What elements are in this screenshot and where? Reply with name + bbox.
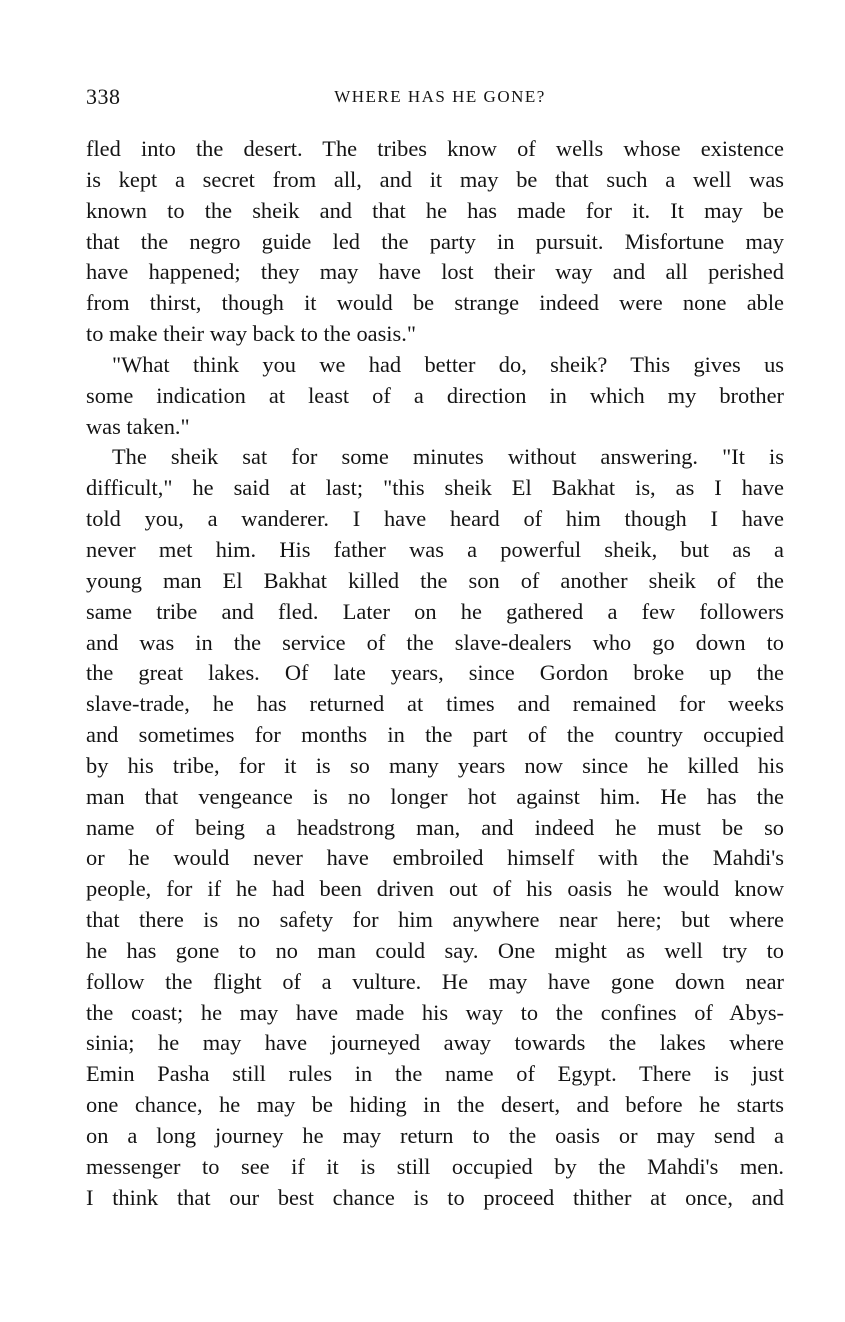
text-line: told you, a wanderer. I have heard of him though I have xyxy=(86,506,784,532)
text-line: slave-trade, he has returned at times and remained for weeks xyxy=(86,691,784,717)
text-line: from thirst, though it would be strange indeed were none able xyxy=(86,290,784,316)
running-head: WHERE HAS HE GONE? xyxy=(334,87,546,106)
text-line: some indication at least of a direction in which my brother xyxy=(86,382,784,408)
text-line: people, for if he had been driven out of his oasis he would know xyxy=(86,876,784,902)
body-text xyxy=(86,134,784,1214)
text-line: by his tribe, for it is so many years now since he killed his xyxy=(86,752,784,778)
text-line: the great lakes. Of late years, since Gordon broke up the xyxy=(86,660,784,686)
text-line: one chance, he may be hiding in the desert, and before he starts xyxy=(86,1092,784,1118)
text-line: sinia; he may have journeyed away towards the lakes where xyxy=(86,1030,784,1056)
text-line: that the negro guide led the party in pursuit. Misfortune may xyxy=(86,228,784,254)
page-header xyxy=(86,84,784,114)
text-line: difficult," he said at last; "this sheik El Bakhat is, as I have xyxy=(86,475,784,501)
text-line: and was in the service of the slave-dealers who go down to xyxy=(86,629,784,655)
text-line: The sheik sat for some minutes without answering. "It is xyxy=(112,444,784,470)
text-line: he has gone to no man could say. One might as well try to xyxy=(86,937,784,963)
text-line: known to the sheik and that he has made for it. It may be xyxy=(86,197,784,223)
page-number: 338 xyxy=(86,84,121,109)
text-line: to make their way back to the oasis." xyxy=(86,321,416,347)
text-line: was taken." xyxy=(86,413,190,439)
text-line: I think that our best chance is to proceed thither at once, and xyxy=(86,1184,784,1210)
text-line: on a long journey he may return to the oasis or may send a xyxy=(86,1123,784,1148)
text-line: have happened; they may have lost their way and all perished xyxy=(86,259,784,285)
text-line: "What think you we had better do, sheik? This gives us xyxy=(112,351,784,377)
text-line: that there is no safety for him anywhere near here; but where xyxy=(86,907,784,933)
text-line: name of being a headstrong man, and indeed he must be so xyxy=(86,814,784,840)
text-line: and sometimes for months in the part of the country occupied xyxy=(86,722,784,748)
text-line: never met him. His father was a powerful sheik, but as a xyxy=(86,536,784,562)
text-line: follow the flight of a vulture. He may have gone down near xyxy=(86,968,784,994)
text-line: Emin Pasha still rules in the name of Egypt. There is just xyxy=(86,1061,784,1087)
text-line: or he would never have embroiled himself with the Mahdi's xyxy=(86,845,784,871)
text-line: fled into the desert. The tribes know of wells whose existence xyxy=(86,136,784,161)
text-line: messenger to see if it is still occupied by the Mahdi's men. xyxy=(86,1153,784,1179)
text-line: is kept a secret from all, and it may be that such a well was xyxy=(86,166,784,192)
text-line: young man El Bakhat killed the son of another sheik of the xyxy=(86,567,784,593)
text-line: the coast; he may have made his way to the confines of Abys- xyxy=(86,999,784,1025)
text-line: man that vengeance is no longer hot against him. He has the xyxy=(86,783,784,809)
text-line: same tribe and fled. Later on he gathered a few followers xyxy=(86,598,784,624)
